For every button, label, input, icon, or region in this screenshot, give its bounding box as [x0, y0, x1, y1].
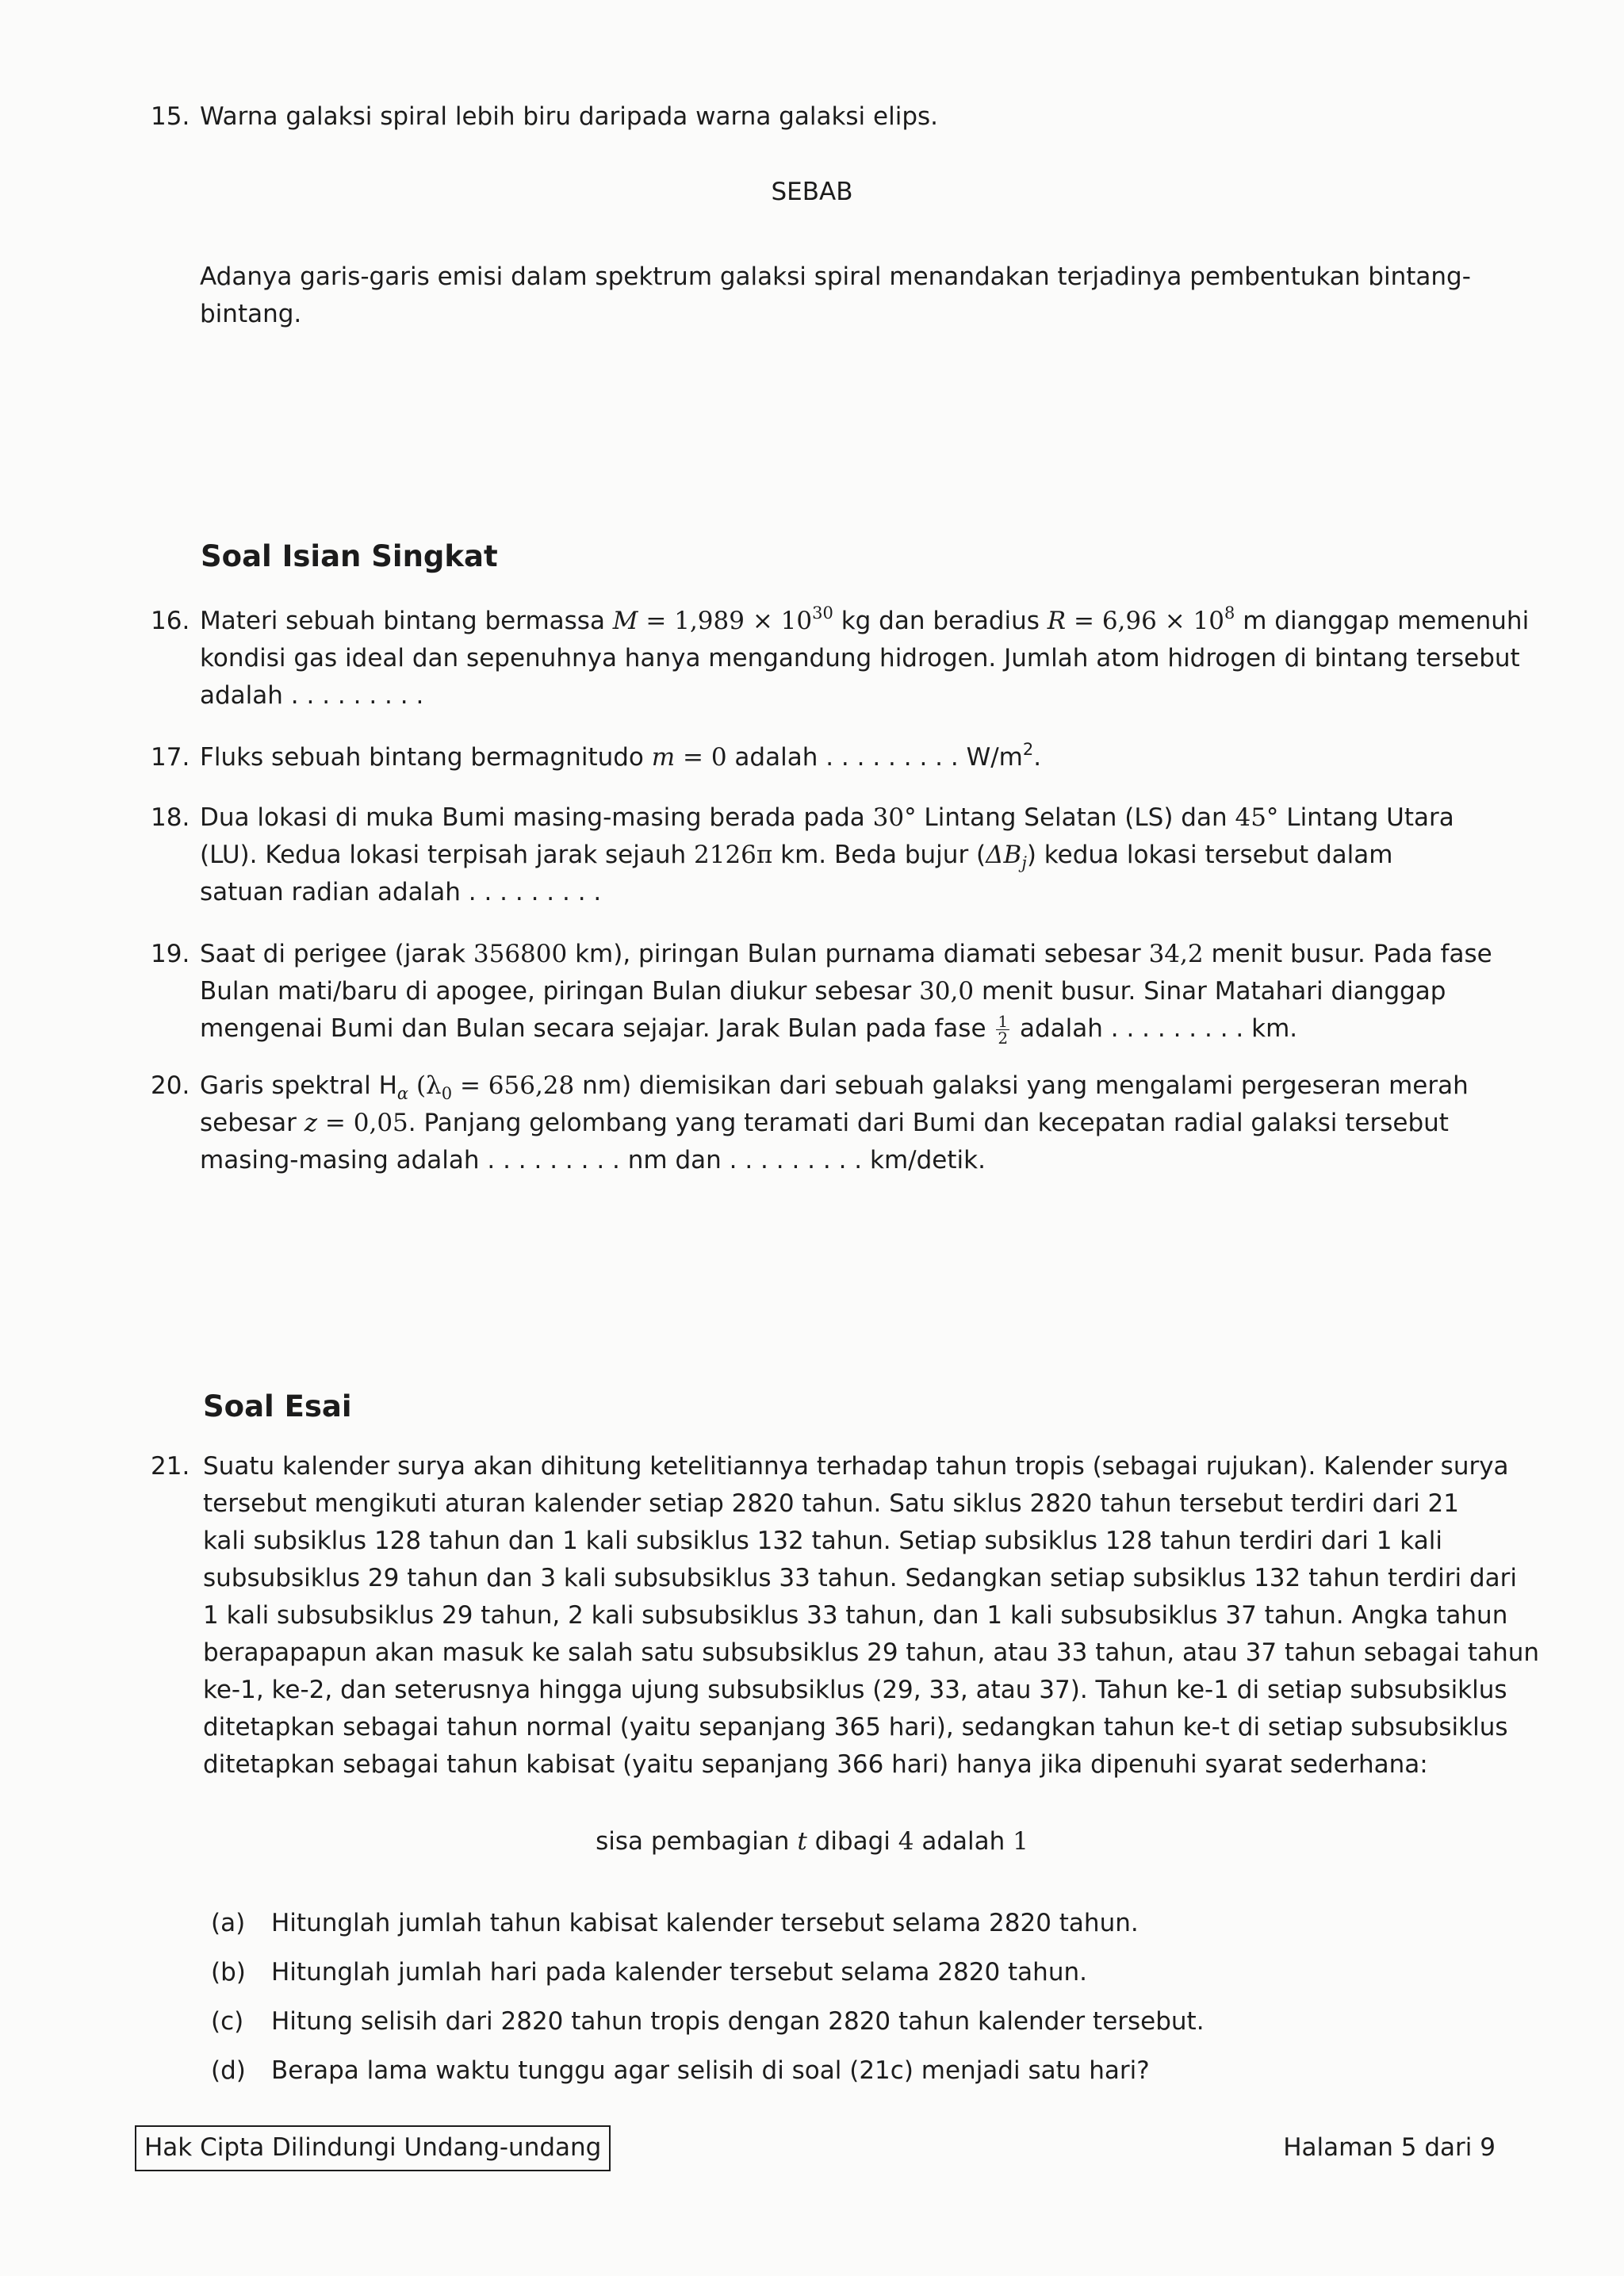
subquestion-b: (b) Hitunglah jumlah hari pada kalender tersebut selama 2820 tahun.	[211, 1958, 1087, 1987]
question-16-line-2: kondisi gas ideal dan sepenuhnya hanya mengandung hidrogen. Jumlah atom hidrogen di bintang tersebut	[200, 644, 1520, 672]
question-18-text	[200, 799, 1484, 911]
question-21-line: berapapapun akan masuk ke salah satu subsubsiklus 29 tahun, atau 33 tahun, atau 37 tahun sebagai tahun	[203, 1638, 1540, 1667]
question-18-line-2: (LU). Kedua lokasi terpisah jarak sejauh 2126π km. Beda bujur $(\Delta B_j)$ kedua lokasi tersebut dalam	[200, 841, 1393, 872]
copyright-notice: Hak Cipta Dilindungi Undang-undang	[135, 2125, 611, 2171]
question-21-line: tersebut mengikuti aturan kalender setiap 2820 tahun. Satu siklus 2820 tahun tersebut terdiri dari 21	[203, 1489, 1459, 1518]
question-21-line: Suatu kalender surya akan dihitung ketelitiannya terhadap tahun tropis (sebagai rujukan). Kalender surya	[203, 1452, 1509, 1481]
subquestion-a: (a) Hitunglah jumlah tahun kabisat kalender tersebut selama 2820 tahun.	[211, 1909, 1139, 1937]
question-17-text	[200, 739, 1484, 776]
question-21-line: 1 kali subsubsiklus 29 tahun, 2 kali subsubsiklus 33 tahun, dan 1 kali subsubsiklus 37 tahun. Angka tahun	[203, 1601, 1508, 1630]
question-20-line-1: Garis spektral $H_\alpha$ ($\lambda_0 = 656,28$ nm) diemisikan dari sebuah galaksi yang mengalami pergeseran merah	[200, 1071, 1469, 1103]
question-20-number: 20.	[151, 1071, 190, 1100]
question-20-line-2: sebesar z = 0,05. Panjang gelombang yang teramati dari Bumi dan kecepatan radial galaksi tersebut	[200, 1109, 1449, 1137]
subquestion-c: (c) Hitung selisih dari 2820 tahun tropis dengan 2820 tahun kalender tersebut.	[211, 2007, 1205, 2036]
question-18-number: 18.	[151, 803, 190, 832]
question-19-text	[200, 936, 1492, 1048]
question-16-line-3: adalah . . . . . . . . .	[200, 681, 424, 710]
question-20-line-3: masing-masing adalah . . . . . . . . . nm dan . . . . . . . . . km/detik.	[200, 1146, 986, 1174]
question-21-line: ditetapkan sebagai tahun normal (yaitu sepanjang 365 hari), sedangkan tahun ke-t di setiap subsubsiklus	[203, 1713, 1508, 1741]
question-21-line: ditetapkan sebagai tahun kabisat (yaitu sepanjang 366 hari) hanya jika dipenuhi syarat sederhana:	[203, 1750, 1428, 1779]
question-18-line-1: Dua lokasi di muka Bumi masing-masing berada pada 30° Lintang Selatan (LS) dan 45° Lintang Utara	[200, 803, 1454, 832]
question-21-line: subsubsiklus 29 tahun dan 3 kali subsubsiklus 33 tahun. Sedangkan setiap subsiklus 132 tahun terdiri dari	[203, 1564, 1518, 1592]
question-21-line: kali subsiklus 128 tahun dan 1 kali subsiklus 132 tahun. Setiap subsiklus 128 tahun terdiri dari 1 kali	[203, 1527, 1442, 1555]
question-16-number: 16.	[151, 607, 190, 635]
section-heading-essay: Soal Esai	[203, 1389, 352, 1423]
question-16-text	[200, 603, 1530, 715]
question-21-line: ke-1, ke-2, dan seterusnya hingga ujung subsubsiklus (29, 33, atau 37). Tahun ke-1 di setiap subsubsiklus	[203, 1676, 1507, 1704]
question-19-line-1: Saat di perigee (jarak 356800 km), piringan Bulan purnama diamati sebesar 34,2 menit busur. Pada fase	[200, 940, 1492, 968]
question-21-number: 21.	[151, 1452, 190, 1481]
question-18-line-3: satuan radian adalah . . . . . . . . .	[200, 878, 602, 906]
question-19-line-2: Bulan mati/baru di apogee, piringan Bulan diukur sebesar 30,0 menit busur. Sinar Matahari dianggap	[200, 977, 1446, 1006]
question-15-statement	[200, 98, 1484, 136]
question-17-line-1: Fluks sebuah bintang bermagnitudo m = 0 adalah . . . . . . . . . $W/m^2$.	[200, 740, 1042, 772]
subquestion-d: (d) Berapa lama waktu tunggu agar selisih di soal (21c) menjadi satu hari?	[211, 2056, 1150, 2085]
question-15-statement-text: Warna galaksi spiral lebih biru daripada warna galaksi elips.	[200, 102, 938, 131]
question-15-reason	[200, 259, 1484, 333]
question-15-reason-line-2: bintang.	[200, 300, 302, 328]
question-20-text	[200, 1067, 1484, 1179]
question-16-line-1: Materi sebuah bintang bermassa $M = 1,989 \times 10^{30}$ kg dan beradius $R = 6,96 \times 10^8$ m dianggap memenuhi	[200, 603, 1530, 635]
question-21-subquestions	[211, 1899, 1205, 2095]
question-15-connector: SEBAB	[771, 178, 853, 206]
question-15-reason-line-1: Adanya garis-garis emisi dalam spektrum galaksi spiral menandakan terjadinya pembentukan bintang-	[200, 262, 1471, 291]
question-19-number: 19.	[151, 940, 190, 968]
question-17-number: 17.	[151, 743, 190, 772]
question-21-condition: sisa pembagian t dibagi 4 adalah 1	[596, 1827, 1028, 1856]
question-19-line-3: mengenai Bumi dan Bulan secara sejajar. Jarak Bulan pada fase $\frac{1}{2}$ adalah . . . . . . . . . km.	[200, 1012, 1298, 1048]
question-21-text	[203, 1448, 1540, 1784]
section-heading-short-answer: Soal Isian Singkat	[201, 539, 498, 573]
page-number: Halaman 5 dari 9	[1283, 2133, 1496, 2162]
fraction-one-half: $\frac{1}{2}$	[998, 1012, 1009, 1048]
question-15-number: 15.	[151, 102, 190, 131]
